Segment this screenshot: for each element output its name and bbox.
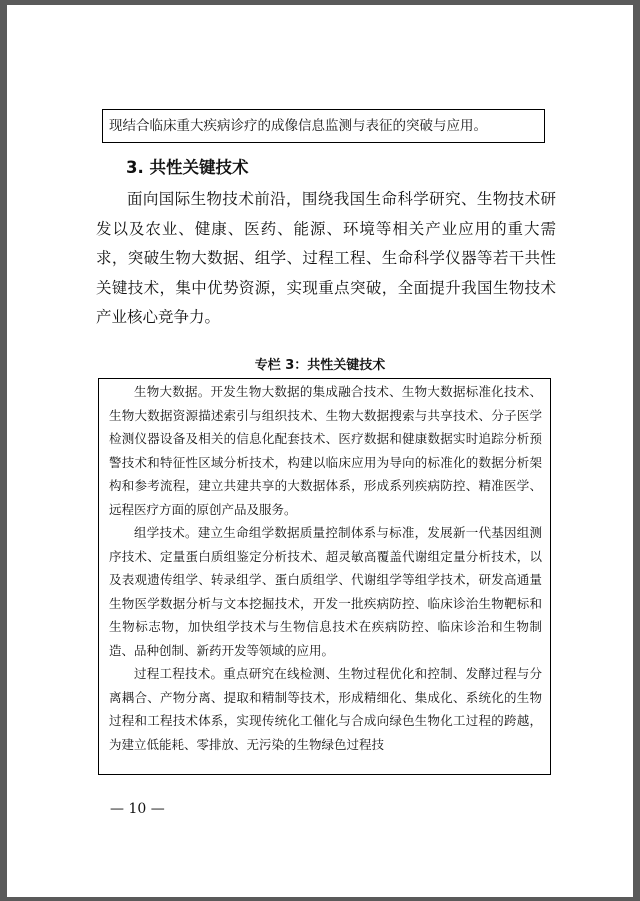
section-heading: 3. 共性关键技术 (126, 158, 249, 177)
column-box (98, 378, 551, 775)
continued-column-box (102, 109, 545, 143)
page-number: — 10 — (110, 801, 165, 817)
column-paragraph-big-data: 生物大数据。开发生物大数据的集成融合技术、生物大数据标准化技术、生物大数据资源描述索引与组织技术、生物大数据搜索与共享技术、分子医学检测仪器设备及相关的信息化配套技术、医疗数据和健康数据实时追踪分析预警技术和特征性区域分析技术，构建以临床应用为导向的标准化的数据分析架构和参考流程，建立共建共享的大数据体系，形成系列疾病防控、精准医学、远程医疗方面的原创产品及服务。 (109, 384, 542, 517)
section-paragraph: 面向国际生物技术前沿，围绕我国生命科学研究、生物技术研发以及农业、健康、医药、能源、环境等相关产业应用的重大需求，突破生物大数据、组学、过程工程、生命科学仪器等若干共性关键技术，集中优势资源，实现重点突破，全面提升我国生物技术产业核心竞争力。 (96, 190, 556, 326)
continued-box-text: 现结合临床重大疾病诊疗的成像信息监测与表征的突破与应用。 (109, 118, 487, 134)
column-box-title: 专栏 3：共性关键技术 (254, 358, 386, 373)
column-paragraph-process-engineering: 过程工程技术。重点研究在线检测、生物过程优化和控制、发酵过程与分离耦合、产物分离、提取和精制等技术，形成精细化、集成化、系统化的生物过程和工程技术体系，实现传统化工催化与合成向绿色生物化工过程的跨越，为建立低能耗、零排放、无污染的生物绿色过程技 (109, 666, 542, 752)
column-paragraph-omics: 组学技术。建立生命组学数据质量控制体系与标准，发展新一代基因组测序技术、定量蛋白质组鉴定分析技术、超灵敏高覆盖代谢组定量分析技术，以及表观遗传组学、转录组学、蛋白质组学、代谢组学等组学技术，研发高通量生物医学数据分析与文本挖掘技术，开发一批疾病防控、临床诊治生物靶标和生物标志物，加快组学技术与生物信息技术在疾病防控、临床诊治和生物制造、品种创制、新药开发等领域的应用。 (109, 525, 542, 658)
